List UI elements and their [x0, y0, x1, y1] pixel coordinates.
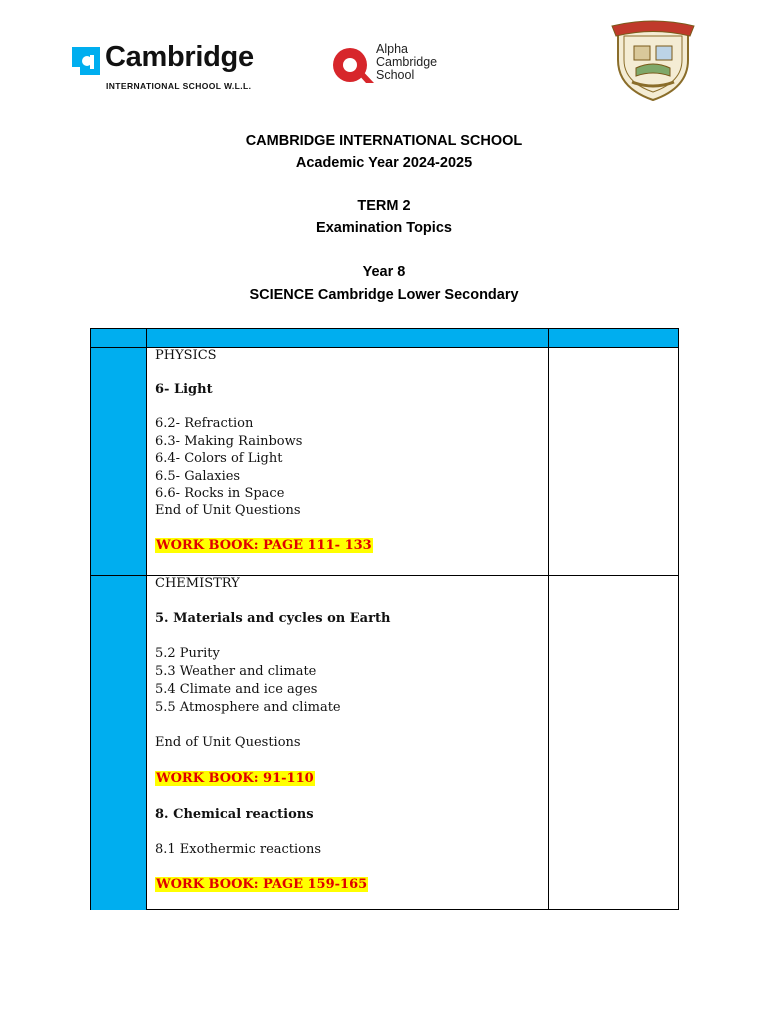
subject-heading: SCIENCE Cambridge Lower Secondary: [249, 287, 519, 303]
physics-workbook-pages: WORK BOOK: PAGE 111- 133: [156, 538, 372, 553]
chemistry-unit-8-title: 8. Chemical reactions: [155, 807, 314, 822]
alpha-logo-line-2: Cambridge: [376, 55, 438, 69]
alpha-cambridge-logo: [330, 40, 480, 90]
chemistry-unit-5-title: 5. Materials and cycles on Earth: [155, 611, 391, 626]
list-item: 6.2- Refraction: [155, 416, 254, 431]
cambridge-logo-word: Cambridge: [105, 41, 254, 73]
chemistry-row-marker: [91, 576, 147, 910]
alpha-logo-icon: [330, 43, 374, 87]
list-item: 5.4 Climate and ice ages: [155, 682, 318, 697]
school-name-heading: CAMBRIDGE INTERNATIONAL SCHOOL: [245, 133, 523, 149]
table-header-cell-3: [549, 329, 678, 348]
cambridge-logo-subtitle: INTERNATIONAL SCHOOL W.L.L.: [106, 81, 252, 91]
academic-year-heading: Academic Year 2024-2025: [295, 155, 473, 171]
alpha-logo-line-1: Alpha: [376, 42, 408, 56]
physics-topics-cell: [147, 348, 549, 576]
cambridge-logo-icon: [72, 47, 100, 75]
chemistry-section-label: CHEMISTRY: [155, 576, 240, 591]
physics-section-label: PHYSICS: [155, 348, 217, 363]
list-item: 6.4- Colors of Light: [155, 451, 283, 466]
alpha-logo-line-3: School: [376, 68, 415, 82]
term-heading: TERM 2: [357, 198, 411, 214]
school-crest-icon: [608, 16, 698, 102]
list-item: 8.1 Exothermic reactions: [155, 842, 322, 857]
chemistry-unit-5-workbook-pages: WORK BOOK: 91-110: [156, 771, 314, 786]
physics-unit-title: 6- Light: [155, 382, 213, 397]
cambridge-logo: [72, 41, 254, 93]
list-item: 5.2 Purity: [155, 646, 220, 661]
chemistry-unit-8-workbook-pages: WORK BOOK: PAGE 159-165: [156, 877, 368, 892]
exam-topics-heading: Examination Topics: [316, 220, 452, 236]
list-item: 6.5- Galaxies: [155, 469, 241, 484]
list-item: 6.6- Rocks in Space: [155, 486, 285, 501]
table-header-cell-2: [147, 329, 549, 348]
physics-row-marker: [91, 348, 147, 576]
list-item: 6.3- Making Rainbows: [155, 434, 303, 449]
year-heading: Year 8: [362, 264, 406, 280]
list-item: 5.3 Weather and climate: [155, 664, 317, 679]
list-item: 5.5 Atmosphere and climate: [155, 700, 341, 715]
chemistry-topics-cell: [147, 576, 549, 910]
table-header-cell-1: [91, 329, 147, 348]
physics-notes-cell: [549, 348, 678, 576]
list-item: End of Unit Questions: [155, 503, 301, 518]
chemistry-end-of-unit: End of Unit Questions: [155, 735, 301, 750]
topics-table: [90, 328, 679, 910]
chemistry-notes-cell: [549, 576, 678, 910]
